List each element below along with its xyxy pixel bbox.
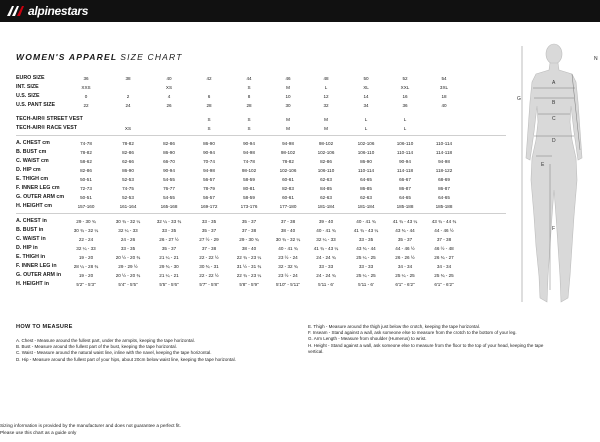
row-label: E. THIGH in [16, 254, 46, 260]
table-cell: 40 [166, 76, 172, 81]
table-cell: 52-53 [122, 177, 134, 182]
table-cell: 34 - 34 [397, 264, 413, 269]
table-cell: 102-106 [317, 150, 335, 155]
row-label: H. HEIGHT in [16, 281, 49, 287]
table-cell: 26 - 27 ½ [159, 237, 179, 242]
table-cell: 44 [246, 76, 252, 81]
table-cell: 90-94 [203, 150, 215, 155]
table-cell: S [247, 126, 251, 131]
table-cell: 94-98 [438, 159, 450, 164]
table-cell: 5'11 - 6' [318, 282, 334, 287]
row-label: TECH-AIR® STREET VEST [16, 116, 83, 122]
table-cell: 82-83 [282, 186, 294, 191]
table-cell: 31 ½ - 31 ¾ [236, 264, 262, 269]
figure-label: B [552, 100, 556, 106]
table-cell: 27 ½ - 29 [199, 237, 219, 242]
table-cell: 5'4" - 5'5" [118, 282, 138, 287]
measure-definition: B. Bust - Measure around the fullest part of the bust, keeping the tape horizontal. [16, 344, 177, 350]
measure-definition: H. Height - Stand against a wall, ask someone else to measure from the floor to the top of your head, keeping the tape vertical. [308, 342, 544, 354]
table-cell: 33 - 35 [161, 228, 177, 233]
table-cell: 185-188 [435, 204, 453, 209]
table-row [16, 157, 506, 166]
table-cell: M [324, 117, 328, 122]
row-label: D. HIP in [16, 245, 38, 251]
star-logo-icon [5, 5, 25, 17]
table-cell: 50-51 [80, 195, 92, 200]
table-cell: 35 - 37 [241, 219, 257, 224]
row-label: D. HIP cm [16, 167, 41, 173]
table-cell: 30 ¾ - 32 ¼ [275, 237, 301, 242]
table-cell: 34 - 34 [436, 264, 452, 269]
table-cell: 25 ¾ - 25 [434, 273, 454, 278]
disclaimer-line: Please use this chart as a guide only [0, 429, 77, 435]
table-cell: 56-57 [203, 177, 215, 182]
disclaimer-line: Sizing information is provided by the manufacturer and does not guarantee a perfect fit. [0, 423, 181, 428]
table-cell: 46 [285, 76, 291, 81]
table-cell: 3XL [439, 85, 449, 90]
table-cell: 2 [126, 94, 130, 99]
title-main: WOMEN'S APPAREL [16, 52, 118, 62]
table-cell: 8 [247, 94, 251, 99]
table-cell: 42 [206, 76, 212, 81]
row-label: C. WAIST cm [16, 158, 49, 164]
table-cell: 110-114 [435, 141, 453, 146]
row-label: U.S. SIZE [16, 93, 40, 99]
table-cell: 19 - 20 [78, 255, 94, 260]
table-cell: 29 - 29 ½ [118, 264, 138, 269]
table-cell: 62-63 [360, 195, 372, 200]
table-cell: XS [124, 126, 132, 131]
table-row [16, 124, 506, 133]
table-cell: 58-59 [243, 195, 255, 200]
table-cell: M [324, 126, 328, 131]
table-cell: M [286, 126, 290, 131]
table-cell: 106-110 [317, 168, 335, 173]
table-cell: 169-172 [200, 204, 218, 209]
table-cell: 18 [441, 94, 447, 99]
table-cell: 41 ¾ - 43 ¼ [353, 228, 379, 233]
row-label: E. THIGH cm [16, 176, 49, 182]
table-cell: 33 - 35 [120, 246, 136, 251]
table-cell: 12 [323, 94, 329, 99]
table-cell: 37 - 38 [436, 237, 452, 242]
table-cell: 82-86 [320, 159, 332, 164]
table-cell: 5'8" - 5'9" [239, 282, 259, 287]
table-cell: 70-74 [203, 159, 215, 164]
table-cell: 25 ¼ - 25 [395, 273, 415, 278]
table-row [16, 271, 506, 280]
row-label: EURO SIZE [16, 75, 45, 81]
table-cell: L [403, 117, 407, 122]
table-cell: 37 - 38 [280, 219, 296, 224]
table-row [16, 244, 506, 253]
table-cell: L [364, 126, 368, 131]
brand-logo [5, 3, 88, 19]
measure-definitions-left [16, 338, 291, 363]
table-cell: 40 - 41 ¾ [278, 246, 298, 251]
row-label: H. HEIGHT cm [16, 203, 52, 209]
table-cell: S [207, 117, 211, 122]
table-row [16, 217, 506, 226]
table-cell: 32 [323, 103, 329, 108]
table-cell: 84-85 [320, 186, 332, 191]
table-cell: 33 - 35 [358, 237, 374, 242]
table-cell: L [324, 85, 328, 90]
table-row [16, 74, 506, 83]
table-cell: M [286, 117, 290, 122]
table-cell: 43 ¾ - 44 [356, 246, 376, 251]
table-cell: 44 - 46 ½ [395, 246, 415, 251]
table-cell: 41 ¾ - 43 ¼ [392, 219, 418, 224]
table-cell: 10 [285, 94, 291, 99]
table-cell: 102-106 [357, 141, 375, 146]
table-cell: 74-75 [122, 186, 134, 191]
row-label: F. INNER LEG in [16, 263, 57, 269]
table-cell: 173-176 [240, 204, 258, 209]
table-cell: 94-98 [203, 168, 215, 173]
table-cell: 20 ½ - 20 ¾ [115, 273, 141, 278]
table-cell: 24 - 24 ¾ [316, 273, 336, 278]
table-cell: 6'1" - 6'2" [395, 282, 415, 287]
table-cell: 44 - 46 ½ [434, 228, 454, 233]
table-cell: 118-122 [435, 168, 453, 173]
table-cell: 43 ¾ - 44 [395, 228, 415, 233]
table-cell: 86-90 [203, 141, 215, 146]
table-cell: 16 [402, 94, 408, 99]
table-row [16, 139, 506, 148]
table-cell: L [364, 117, 368, 122]
table-row [16, 92, 506, 101]
table-cell: 72-73 [80, 186, 92, 191]
table-cell: 26 - 26 ½ [395, 255, 415, 260]
table-cell: 38 [125, 76, 131, 81]
table-cell: 5'2" - 5'3" [76, 282, 96, 287]
figure-label: A [552, 80, 556, 86]
table-cell: 78-82 [282, 159, 294, 164]
table-cell: 43 ¾ - 44 ¾ [431, 219, 457, 224]
row-label: C. WAIST in [16, 236, 46, 242]
table-cell: 94-98 [243, 150, 255, 155]
table-cell: 5'5" - 5'6" [159, 282, 179, 287]
table-cell: 60-61 [282, 195, 294, 200]
table-cell: 40 - 41 ¾ [316, 228, 336, 233]
table-cell: 110-114 [357, 168, 375, 173]
table-cell: 20 ½ - 20 ¾ [115, 255, 141, 260]
table-cell: 185-188 [396, 204, 414, 209]
table-row [16, 235, 506, 244]
table-cell: 24 - 26 [120, 237, 136, 242]
table-cell: 38 - 40 [280, 228, 296, 233]
measure-definition: F. Inseam - Stand against a wall, ask someone else to measure from the crotch to the bottom of your leg. [308, 330, 517, 336]
table-cell: 82-86 [163, 141, 175, 146]
table-cell: L [403, 126, 407, 131]
table-cell: 35 - 37 [201, 228, 217, 233]
table-cell: 64-65 [438, 195, 450, 200]
table-cell: 181-184 [317, 204, 335, 209]
row-label: G. OUTER ARM in [16, 272, 62, 278]
top-banner [0, 0, 600, 22]
table-row [16, 166, 506, 175]
measure-definition: E. Thigh - Measure around the thigh just below the crotch, keeping the tape horizontal. [308, 324, 481, 329]
disclaimer [0, 423, 181, 437]
table-cell: 5'11 - 6' [358, 282, 374, 287]
figure-label: E [541, 162, 545, 168]
table-cell: 78-79 [203, 186, 215, 191]
table-cell: 86-87 [399, 186, 411, 191]
table-cell: 26 [166, 103, 172, 108]
table-cell: 0 [84, 94, 88, 99]
table-cell: 38 - 40 [241, 246, 257, 251]
table-row [16, 226, 506, 235]
measure-definition: G. Arm Length - Measure from shoulder (Humerus) to wrist. [308, 336, 427, 342]
table-cell: 86-90 [163, 150, 175, 155]
table-cell: 64-65 [360, 177, 372, 182]
table-cell: 30 ¾ - 32 ¼ [115, 219, 141, 224]
table-cell: 52 [402, 76, 408, 81]
table-cell: 98-102 [318, 141, 334, 146]
table-row [16, 148, 506, 157]
table-cell: 86-85 [360, 186, 372, 191]
table-row [16, 115, 506, 124]
table-cell: 66-70 [163, 159, 175, 164]
divider [16, 213, 506, 214]
table-cell: 86-90 [360, 159, 372, 164]
table-cell: XXS [81, 85, 91, 90]
table-cell: 98-102 [241, 168, 257, 173]
table-cell: 66-67 [399, 177, 411, 182]
table-cell: 74-78 [80, 141, 92, 146]
row-label: INT. SIZE [16, 84, 39, 90]
table-cell: 40 [441, 103, 447, 108]
table-cell: 22 - 24 [78, 237, 94, 242]
brand-name: alpinestars [28, 4, 89, 18]
table-cell: 52-53 [122, 195, 134, 200]
divider [16, 135, 506, 136]
table-cell: 114-118 [396, 168, 414, 173]
how-to-measure-heading: HOW TO MEASURE [16, 324, 73, 330]
table-cell: 28 [206, 103, 212, 108]
table-cell: 28 ¼ - 28 ¾ [73, 264, 99, 269]
figure-label: G [517, 96, 521, 102]
table-cell: 19 - 20 [78, 273, 94, 278]
table-row [16, 262, 506, 271]
table-cell: 86-90 [122, 168, 134, 173]
row-label: B. BUST in [16, 227, 44, 233]
table-cell: 114-118 [435, 150, 453, 155]
table-cell: 32 ¼ - 33 [316, 237, 336, 242]
table-cell: 90-94 [163, 168, 175, 173]
table-cell: 41 ¾ - 43 ¼ [313, 246, 339, 251]
table-cell: 74-78 [243, 159, 255, 164]
table-cell: 36 [402, 103, 408, 108]
table-cell: 32 ¼ - 33 ¾ [156, 219, 182, 224]
table-cell: 106-110 [357, 150, 375, 155]
title-sub: SIZE CHART [120, 52, 183, 62]
table-cell: 24 [125, 103, 131, 108]
table-cell: 33 - 35 [201, 219, 217, 224]
table-cell: 165-168 [160, 204, 178, 209]
table-cell: 23 ½ - 24 [278, 273, 298, 278]
table-cell: 90-94 [243, 141, 255, 146]
table-cell: 161-164 [119, 204, 137, 209]
row-label: TECH-AIR® RACE VEST [16, 125, 77, 131]
table-cell: 33 - 33 [318, 264, 334, 269]
table-cell: 94-98 [282, 141, 294, 146]
figure-label: D [552, 138, 556, 144]
table-cell: 82-86 [122, 150, 134, 155]
table-cell: 181-184 [357, 204, 375, 209]
table-cell: 78-82 [80, 150, 92, 155]
table-cell: XL [363, 85, 369, 90]
table-cell: 35 - 37 [397, 237, 413, 242]
table-cell: 98-102 [280, 150, 296, 155]
table-cell: XS [165, 85, 173, 90]
measure-definition: A. Chest - Measure around the fullest part, under the armpits, keeping the tape horizontal. [16, 338, 195, 343]
table-cell: 32 ¼ - 33 [118, 228, 138, 233]
table-cell: 29 - 30 ¾ [239, 237, 259, 242]
table-cell: 21 ¼ - 21 [159, 273, 179, 278]
table-cell: 22 - 22 ½ [199, 255, 219, 260]
table-cell: 22 ¾ - 23 ¼ [236, 273, 262, 278]
table-cell: 25 ¼ - 25 [356, 255, 376, 260]
table-cell: 48 [323, 76, 329, 81]
table-cell: XXL [400, 85, 410, 90]
table-cell: 54-55 [163, 177, 175, 182]
table-cell: 78-82 [122, 141, 134, 146]
table-row [16, 202, 506, 211]
table-cell: 54-55 [163, 195, 175, 200]
table-cell: 36 [83, 76, 89, 81]
table-cell: 30 ¾ - 32 ¼ [73, 228, 99, 233]
table-cell: 50-51 [80, 177, 92, 182]
table-row [16, 253, 506, 262]
table-cell: 30 ¾ - 31 [199, 264, 219, 269]
table-cell: M [286, 85, 290, 90]
table-cell: 86-87 [438, 186, 450, 191]
table-cell: 90-94 [399, 159, 411, 164]
table-cell: 110-114 [396, 150, 414, 155]
table-cell: 26 ¾ - 27 [434, 255, 454, 260]
table-cell: 5'10" - 5'11" [275, 282, 301, 287]
figure-label: F [552, 226, 556, 232]
table-row [16, 175, 506, 184]
table-cell: 32 ¼ - 33 [76, 246, 96, 251]
table-cell: 80-81 [243, 186, 255, 191]
table-cell: 21 ¼ - 21 [159, 255, 179, 260]
table-cell: 37 - 38 [241, 228, 257, 233]
table-cell: 58-59 [243, 177, 255, 182]
figure-label: C [552, 116, 556, 122]
table-cell: 5'7" - 5'8" [199, 282, 219, 287]
row-label: A. CHEST in [16, 218, 47, 224]
table-cell: 4 [167, 94, 171, 99]
table-cell: 50 [363, 76, 369, 81]
table-cell: S [207, 126, 211, 131]
table-cell: 82-86 [80, 168, 92, 173]
table-cell: 157-160 [77, 204, 95, 209]
table-cell: 14 [363, 94, 369, 99]
table-cell: 35 - 37 [161, 246, 177, 251]
row-label: B. BUST cm [16, 149, 47, 155]
table-cell: 6'1" - 6'2" [434, 282, 454, 287]
table-cell: 30 [285, 103, 291, 108]
table-cell: 62-63 [320, 177, 332, 182]
row-label: F. INNER LEG cm [16, 185, 60, 191]
table-cell: 58-62 [80, 159, 92, 164]
table-cell: 68-69 [438, 177, 450, 182]
table-cell: 64-65 [399, 195, 411, 200]
table-cell: 23 ½ - 24 [278, 255, 298, 260]
table-cell: 54 [441, 76, 447, 81]
size-chart-table [16, 74, 506, 289]
table-row [16, 83, 506, 92]
table-cell: 56-57 [203, 195, 215, 200]
table-cell: 22 [83, 103, 89, 108]
table-cell: 32 - 32 ¾ [278, 264, 298, 269]
row-label: U.S. PANT SIZE [16, 102, 56, 108]
measure-definition: C. Waist - Measure around the natural waist line, inline with the navel, keeping the tape horizontal. [16, 350, 212, 356]
page-title [16, 52, 183, 62]
table-cell: 46 ½ - 48 [434, 246, 454, 251]
table-cell: 29 ¾ - 30 [159, 264, 179, 269]
table-cell: 29 - 30 ¾ [76, 219, 96, 224]
row-label: A. CHEST cm [16, 140, 50, 146]
table-cell: 39 - 40 [318, 219, 334, 224]
side-mark: N [594, 56, 598, 62]
table-row [16, 280, 506, 289]
table-cell: 76-77 [163, 186, 175, 191]
measure-definition: D. Hip - Measure around the fullest part of your hips, about 20cm below waist line, keeping the tape horizontal. [16, 356, 236, 362]
measure-definitions-right [308, 324, 548, 355]
table-cell: 62-66 [122, 159, 134, 164]
table-cell: 60-61 [282, 177, 294, 182]
table-cell: 37 - 38 [201, 246, 217, 251]
table-cell: 25 ¼ - 25 [356, 273, 376, 278]
table-cell: 34 [363, 103, 369, 108]
body-figure-illustration [514, 40, 598, 312]
table-cell: 102-106 [279, 168, 297, 173]
table-cell: S [247, 117, 251, 122]
table-cell: 6 [207, 94, 211, 99]
table-cell: 106-110 [396, 141, 414, 146]
row-label: G. OUTER ARM cm [16, 194, 65, 200]
table-cell: 28 [246, 103, 252, 108]
table-cell: 62-63 [320, 195, 332, 200]
table-cell: 22 - 22 ½ [199, 273, 219, 278]
table-cell: 40 - 41 ¾ [356, 219, 376, 224]
table-cell: S [247, 85, 251, 90]
table-row [16, 193, 506, 202]
table-cell: 24 - 24 ¾ [316, 255, 336, 260]
table-row [16, 184, 506, 193]
table-row [16, 101, 506, 110]
table-cell: 33 - 33 [358, 264, 374, 269]
table-cell: 22 ¾ - 23 ¼ [236, 255, 262, 260]
table-cell: 177-180 [279, 204, 297, 209]
